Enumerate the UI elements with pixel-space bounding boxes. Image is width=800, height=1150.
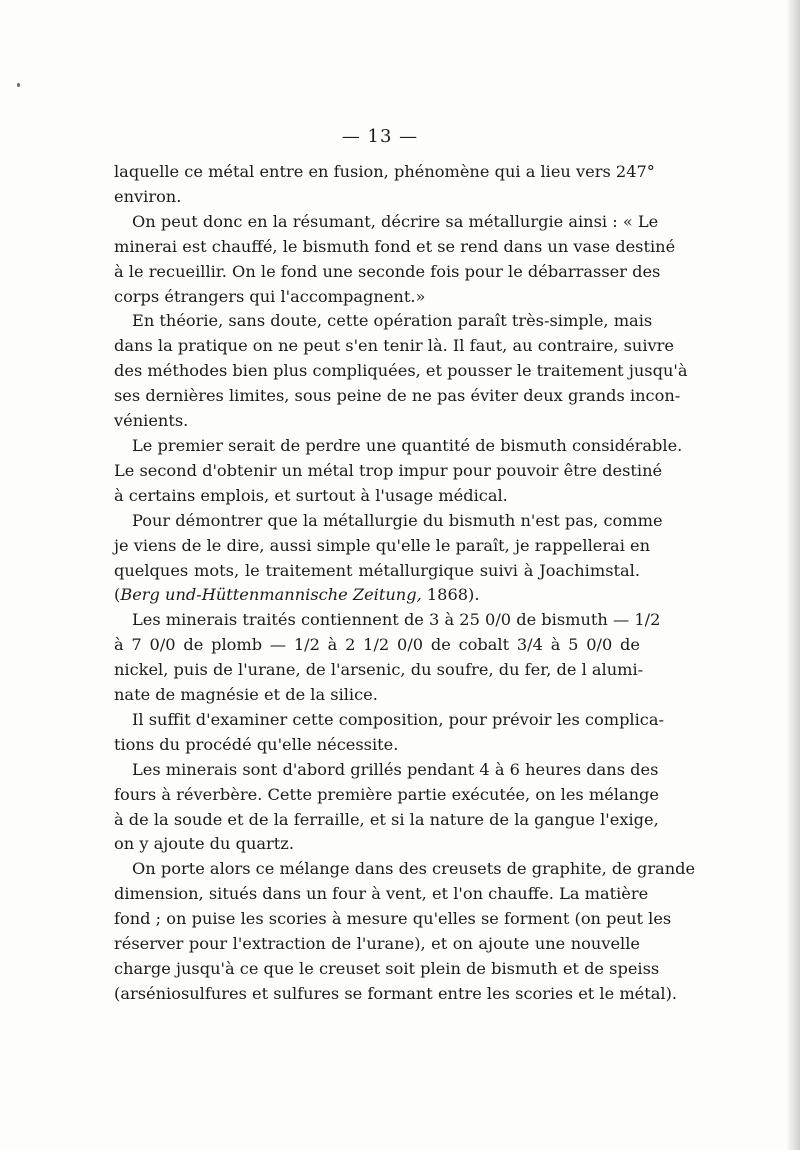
- text-line: Il suffit d'examiner cette composition, pour prévoir les complica-: [132, 709, 664, 729]
- paragraph: [114, 434, 683, 509]
- page-edge-shadow: [786, 0, 800, 1150]
- text-line: Le premier serait de perdre une quantité de bismuth considérable.: [132, 435, 683, 455]
- text-line: vénients.: [114, 411, 189, 431]
- text-line: quelques mots, le traitement métallurgique suivi à Joachimstal.: [114, 560, 640, 580]
- citation-line: [114, 583, 640, 608]
- text-line: environ.: [114, 186, 182, 206]
- text-line: à le recueillir. On le fond une seconde fois pour le débarrasser des: [114, 261, 661, 281]
- text-line: laquelle ce métal entre en fusion, phénomène qui a lieu vers 247°: [114, 162, 655, 181]
- paragraph: [114, 758, 659, 858]
- text-line: charge jusqu'à ce que le creuset soit plein de bismuth et de speiss: [114, 959, 660, 978]
- text-line: Le second d'obtenir un métal trop impur pour pouvoir être destiné: [114, 460, 663, 480]
- citation-year: 1868).: [421, 585, 480, 605]
- text-line: En théorie, sans doute, cette opération paraît très-simple, mais: [132, 311, 653, 331]
- text-line: On porte alors ce mélange dans des creusets de graphite, de grande: [132, 859, 696, 879]
- paragraph: [114, 608, 661, 708]
- text-line: fours à réverbère. Cette première partie exécutée, on les mélange: [114, 784, 659, 804]
- text-line: Les minerais traités contiennent de 3 à 25 0/0 de bismuth — 1/2: [132, 610, 661, 630]
- text-line: fond ; on puise les scories à mesure qu'elles se forment (on peut les: [114, 909, 672, 929]
- body-text: [114, 160, 696, 1007]
- paragraph: [114, 210, 676, 310]
- text-line: Pour démontrer que la métallurgie du bismuth n'est pas, comme: [132, 510, 663, 530]
- text-line: à 7 0/0 de plomb — 1/2 à 2 1/2 0/0 de cobalt 3/4 à 5 0/0 de: [114, 635, 640, 655]
- citation-open: (: [114, 585, 121, 605]
- text-line: nate de magnésie et de la silice.: [114, 685, 378, 705]
- text-line: on y ajoute du quartz.: [114, 834, 294, 854]
- paragraph: [114, 160, 655, 210]
- text-line: je viens de le dire, aussi simple qu'elle le paraît, je rappellerai en: [114, 535, 651, 555]
- text-line: Les minerais sont d'abord grillés pendant 4 à 6 heures dans des: [132, 759, 659, 779]
- text-line: ses dernières limites, sous peine de ne pas éviter deux grands incon-: [114, 386, 681, 406]
- text-line: des méthodes bien plus compliquées, et pousser le traitement jusqu'à: [114, 361, 688, 381]
- text-line: à de la soude et de la ferraille, et si la nature de la gangue l'exige,: [114, 809, 659, 829]
- page-number: — 13 —: [341, 126, 419, 147]
- paragraph: [114, 509, 663, 609]
- text-line: dans la pratique on ne peut s'en tenir là. Il faut, au contraire, suivre: [114, 336, 674, 356]
- ink-speck: [17, 83, 20, 87]
- text-line: minerai est chauffé, le bismuth fond et se rend dans un vase destiné: [114, 236, 676, 256]
- paragraph: [114, 309, 688, 434]
- text-line: à certains emplois, et surtout à l'usage médical.: [114, 485, 508, 505]
- text-line: dimension, situés dans un four à vent, et l'on chauffe. La matière: [114, 884, 649, 904]
- citation-title: Berg und-Hüttenmannische Zeitung,: [120, 585, 422, 605]
- paragraph: [114, 857, 696, 1006]
- paragraph: [114, 708, 664, 758]
- text-line: réserver pour l'extraction de l'urane), et on ajoute une nouvelle: [114, 934, 640, 954]
- text-line: (arséniosulfures et sulfures se formant entre les scories et le métal).: [114, 983, 678, 1003]
- text-line: corps étrangers qui l'accompagnent.»: [114, 286, 426, 306]
- text-line: tions du procédé qu'elle nécessite.: [114, 734, 399, 754]
- text-line: nickel, puis de l'urane, de l'arsenic, du soufre, du fer, de l alumi-: [114, 660, 644, 680]
- text-line: On peut donc en la résumant, décrire sa métallurgie ainsi : « Le: [132, 211, 659, 231]
